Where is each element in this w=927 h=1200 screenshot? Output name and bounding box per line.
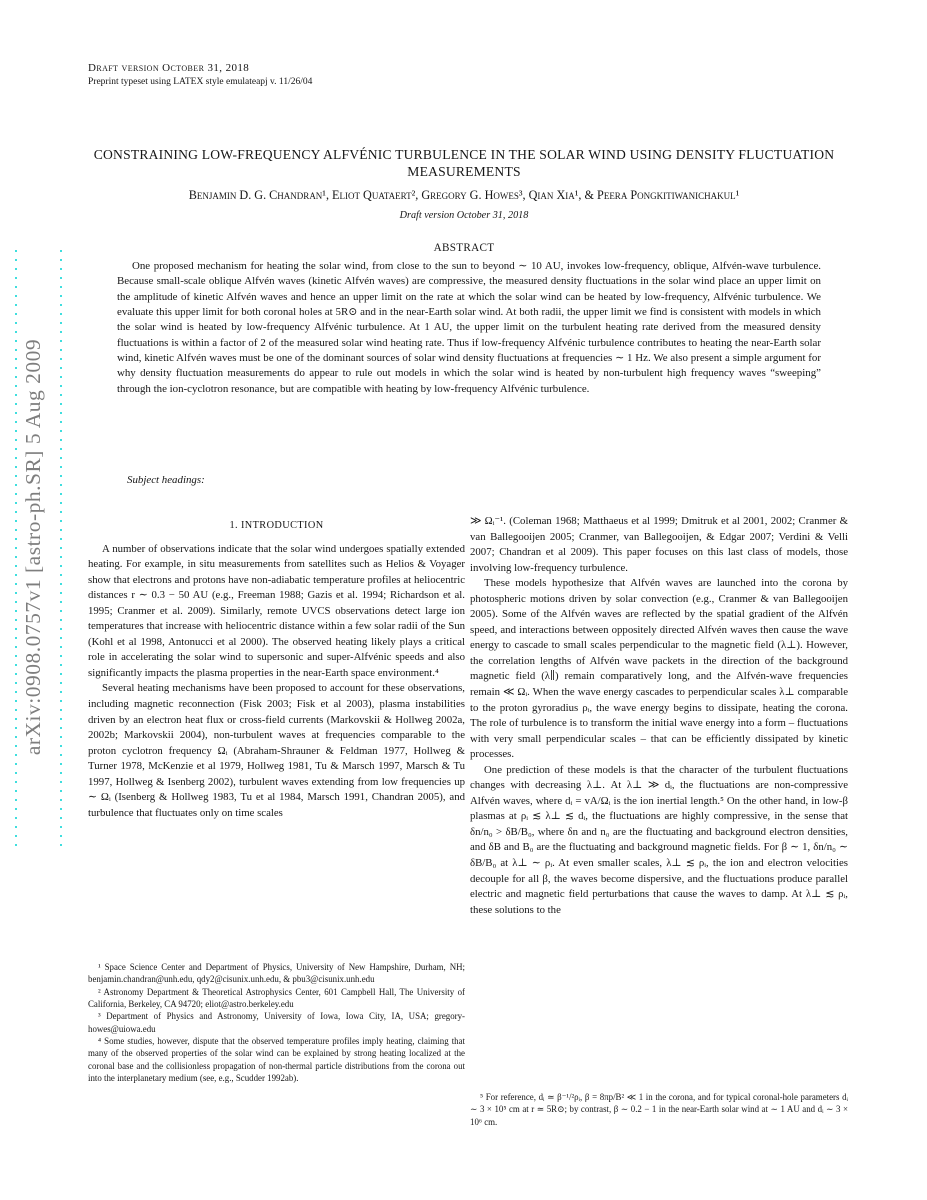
title-block (84, 146, 844, 221)
right-paragraph-2: These models hypothesize that Alfvén waves are launched into the corona by photospheric motions driven by solar convection (e.g., Cranmer & van Ballegooijen 2005). Some of the Alfvén waves are reflected by the spatial gradient of the Alfvén speed, and interactions between oppositely directed Alfvén waves then cause the wave energy to cascade to small scales perpendicular to the magnetic field (λ⊥). However, the correlation lengths of Alfvén wave packets in the direction of the background magnetic field (λ∥) remain comparatively long, and the Alfvén-wave frequencies remain ≪ Ωᵢ. When the wave energy cascades to perpendicular scales λ⊥ comparable to the proton gyroradius ρᵢ, the wave energy begins to dissipate, heating the corona. The role of turbulence is to transform the initial wave energy into a form – fluctuations with very small perpendicular scales – that can be efficiently dissipated by kinetic processes. (470, 577, 848, 761)
abstract-heading: ABSTRACT (433, 242, 495, 254)
draft-date-line: Draft version October 31, 2018 (399, 210, 529, 221)
draft-version-line: Draft version October 31, 2018 (88, 62, 250, 74)
section-heading-introduction: 1. INTRODUCTION (229, 520, 324, 531)
footnote-4-note: ⁴ Some studies, however, dispute that the observed temperature profiles imply heating, claiming that many of the observed properties of the solar wind can be explained by strong heating localized at the coronal base and the collisionless propagation of non-thermal particle distributions from the corona out into the interplanetary medium (see, e.g., Scudder 1992ab). (88, 1036, 465, 1084)
arxiv-identifier-stamp: arXiv:0908.0757v1 [astro-ph.SR] 5 Aug 2009 (21, 338, 45, 756)
footnote-1-affiliation: ¹ Space Science Center and Department of Physics, University of New Hampshire, Durham, NH; benjamin.chandran@unh.edu, qdy2@cisunix.unh.edu, & pbu3@cisunix.unh.edu (88, 962, 465, 985)
arxiv-stamp-dotted-line-left (15, 250, 17, 846)
footnote-5-note: ⁵ For reference, dᵢ ≃ β⁻¹/²ρᵢ, β = 8πp/B² ≪ 1 in the corona, and for typical coronal-hole parameters dᵢ ∼ 3 × 10⁵ cm at r ≃ 5R⊙; by contrast, β ∼ 0.2 − 1 in the near-Earth solar wind at ∼ 1 AU and dᵢ ∼ 3 × 10⁶ cm. (470, 1092, 848, 1127)
footnote-2-affiliation: ² Astronomy Department & Theoretical Astrophysics Center, 601 Campbell Hall, The University of California, Berkeley, CA 94720; eliot@astro.berkeley.edu (88, 986, 465, 1010)
left-column (88, 518, 465, 958)
paper-title: CONSTRAINING LOW-FREQUENCY ALFVÉNIC TURBULENCE IN THE SOLAR WIND USING DENSITY FLUCTUATION MEASUREMENTS (93, 147, 835, 179)
right-paragraph-3: One prediction of these models is that the character of the turbulent fluctuations changes with decreasing λ⊥. At λ⊥ ≫ dᵢ, the fluctuations are non-compressive Alfvén waves, where dᵢ = vA/Ωᵢ is the ion inertial length.⁵ On the other hand, in low-β plasmas at ρᵢ ≲ λ⊥ ≲ dᵢ, the fluctuations are highly compressive, in the sense that δn/n₀ > δB/B₀, where δn and n₀ are the fluctuating and background electron densities, and δB and B₀ are the fluctuating and background magnetic fields. For β ∼ 1, δn/n₀ ∼ δB/B₀ at λ⊥ ∼ ρᵢ. At even smaller scales, λ⊥ ≲ ρᵢ, the ion and electron velocities decouple for all β, the waves become dispersive, and the fluctuations produce parallel electric and magnetic field perturbations that cause the waves to damp. At λ⊥ ≲ ρᵢ, these solutions to the (470, 763, 848, 916)
left-footnotes (88, 961, 465, 1161)
right-footnotes (470, 1091, 848, 1151)
abstract-body (117, 259, 821, 397)
author-list: Benjamin D. G. Chandran¹, Eliot Quataert², Gregory G. Howes³, Qian Xia¹, & Peera Pongkitiwanichakul¹ (188, 188, 740, 202)
intro-paragraph-2: Several heating mechanisms have been proposed to account for these observations, including magnetic reconnection (Fisk 2003; Fisk et al 2003), plasma instabilities driven by an electron heat flux or cross-field currents (Markovskii & Hollweg 2002a, 2002b; Markovskii 2004), non-turbulent waves at frequencies comparable to the proton cyclotron frequency Ωᵢ (Abraham-Shrauner & Feldman 1977, Hollweg & Turner 1978, McKenzie et al 1979, Hollweg 1981, Tu & Marsch 1997, Marsch & Tu 1997, Hollweg & Isenberg 2002), turbulent waves extending from low frequencies up ∼ Ωᵢ (Isenberg & Hollweg 1983, Tu et al 1984, Marsch 1991, Chandran 2005), and turbulence that fluctuates only on time scales (88, 682, 465, 819)
arxiv-stamp-dotted-line-right (60, 250, 62, 846)
abstract-text: One proposed mechanism for heating the solar wind, from close to the sun to beyond ∼ 10 AU, invokes low-frequency, oblique, Alfvén-wave turbulence. Because small-scale oblique Alfvén waves (kinetic Alfvén waves) are compressive, the measured density fluctuations in the solar wind place an upper limit on the amplitude of kinetic Alfvén waves and hence an upper limit on the rate at which the solar wind can be heated by low-frequency, Alfvénic turbulence. We evaluate this upper limit for both coronal holes at 5R⊙ and in the near-Earth solar wind. At both radii, the upper limit we find is consistent with models in which the solar wind is heated by low-frequency Alfvénic turbulence. At 1 AU, the upper limit on the turbulent heating rate derived from the measured density fluctuations is within a factor of 2 of the measured solar wind heating rate. Thus if low-frequency Alfvénic turbulence contributes to heating the near-Earth solar wind, kinetic Alfvén waves must be one of the dominant sources of solar wind density fluctuations at frequencies ∼ 1 Hz. We also present a simple argument for why density fluctuation measurements do appear to rule out models in which the solar wind is heated by non-turbulent high frequency waves “sweeping” through the ion-cyclotron resonance, but are compatible with heating by low-frequency Alfvénic turbulence. (117, 260, 821, 395)
right-column (470, 514, 848, 1084)
subject-headings-label: Subject headings: (127, 474, 205, 486)
intro-paragraph-1: A number of observations indicate that the solar wind undergoes spatially extended heating. For example, in situ measurements from satellites such as Helios & Voyager show that electrons and protons have non-adiabatic temperature profiles at heliocentric distances r ∼ 0.3 − 50 AU (e.g., Freeman 1988; Gazis et al. 1994; Richardson et al. 1995; Cranmer et al. 2009). Similarly, remote UVCS observations detect large ion temperatures that increase with heliocentric distance within a few solar radii of the Sun (Kohl et al 1998, Antonucci et al 2000). The observed heating likely plays a critical role in accelerating the solar wind to supersonic and super-Alfvénic speeds and also significantly impacts the plasma properties in the near-Earth space environment.⁴ (88, 542, 465, 679)
right-paragraph-1: ≫ Ωᵢ⁻¹. (Coleman 1968; Matthaeus et al 1999; Dmitruk et al 2001, 2002; Cranmer & van Ballegooijen 2005; Cranmer, van Ballegooijen, & Edgar 2007; Verdini & Velli 2007; Chandran et al 2009). This paper focuses on this last class of models, those involving low-frequency turbulence. (470, 515, 848, 574)
preprint-typeset-line: Preprint typeset using LATEX style emulateapj v. 11/26/04 (88, 77, 313, 87)
footnote-3-affiliation: ³ Department of Physics and Astronomy, University of Iowa, Iowa City, IA, USA; gregory-howes@uiowa.edu (88, 1011, 465, 1034)
